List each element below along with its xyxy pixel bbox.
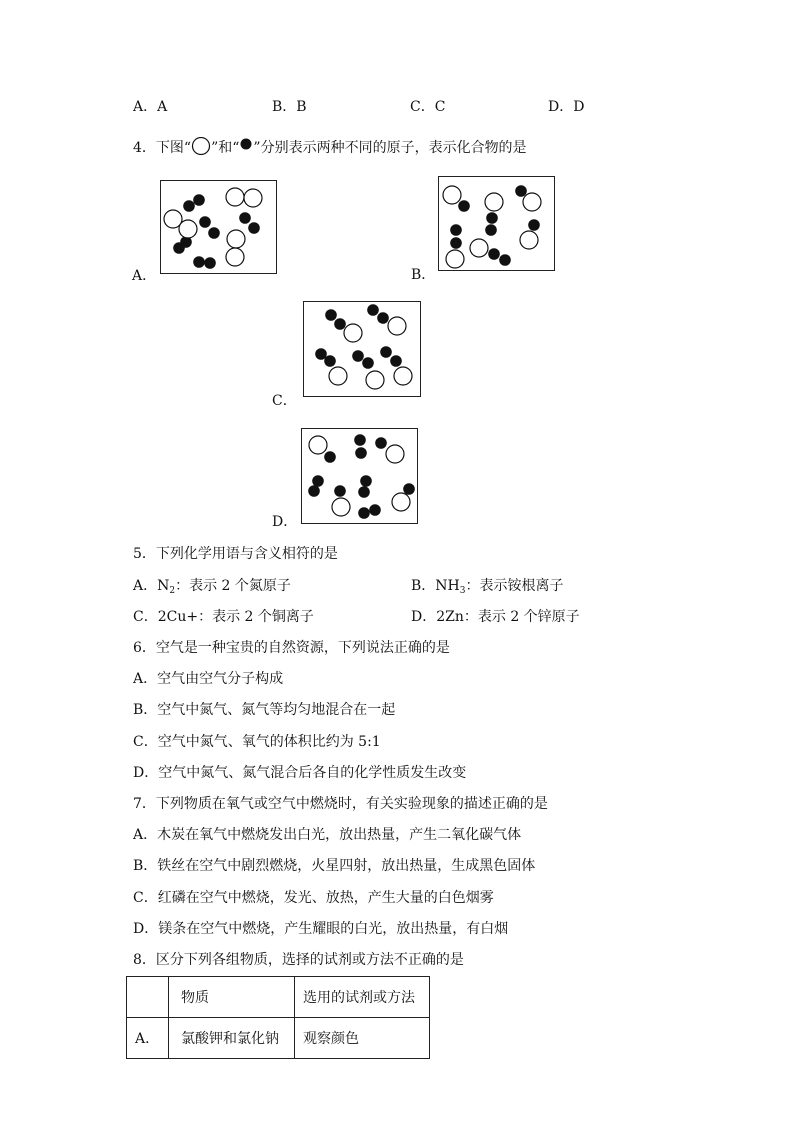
q6-option-b: B．空气中氮气、氮气等均匀地混合在一起 (133, 702, 396, 718)
q6-option-c: C．空气中氮气、氧气的体积比约为 5:1 (133, 734, 381, 750)
q3-option-a: A．A (133, 99, 168, 115)
q3-option-b: B．B (272, 99, 307, 115)
q5-b-subscript: 3 (459, 586, 466, 596)
q3-option-c: C．C (410, 99, 446, 115)
table-header-cell: 选用的试剂或方法 (295, 977, 430, 1018)
q3-option-d: D．D (548, 99, 585, 115)
q4-diagram-b (438, 176, 555, 271)
q5-a-meaning: ：表示 2 个氮原子 (175, 578, 291, 594)
q4-label-b: B． (411, 267, 436, 283)
q4-stem-prefix: 4．下图“ (133, 140, 192, 156)
q5-option-a (133, 577, 291, 600)
q8-table (126, 976, 430, 1059)
q7-stem: 7．下列物质在氧气或空气中燃烧时，有关实验现象的描述正确的是 (133, 796, 548, 812)
q7-option-d: D．镁条在空气中燃烧，产生耀眼的白光，放出热量，有白烟 (133, 921, 509, 937)
q5-option-d: D．2Zn：表示 2 个锌原子 (411, 609, 580, 625)
q4-diagram-c (303, 301, 421, 397)
q5-option-b (411, 577, 563, 600)
table-header-cell: 物质 (169, 977, 295, 1018)
q4-label-c: C． (272, 393, 297, 409)
q7-option-c: C．红磷在空气中燃烧，发光、放热，产生大量的白色烟雾 (133, 890, 494, 906)
q6-option-d: D．空气中氮气、氮气混合后各自的化学性质发生改变 (133, 765, 467, 781)
q4-stem-suffix: ”分别表示两种不同的原子，表示化合物的是 (253, 140, 527, 156)
q6-option-a: A．空气由空气分子构成 (133, 671, 284, 687)
q6-stem: 6．空气是一种宝贵的自然资源，下列说法正确的是 (133, 640, 450, 656)
q4-diagram-a (160, 180, 277, 274)
q4-stem-mid: ”和“ (211, 140, 240, 156)
table-row (127, 1018, 430, 1059)
table-header-cell (127, 977, 169, 1018)
filled-circle-icon (239, 137, 253, 155)
open-circle-icon (191, 137, 211, 155)
table-header-row (127, 977, 430, 1018)
q8-stem: 8．区分下列各组物质，选择的试剂或方法不正确的是 (133, 952, 464, 968)
q4-diagram-d (301, 428, 418, 524)
q5-b-meaning: ：表示铵根离子 (465, 578, 564, 594)
table-cell: A． (127, 1018, 169, 1059)
q5-a-subscript: 2 (169, 586, 176, 596)
table-cell: 观察颜色 (295, 1018, 430, 1059)
q4-stem (133, 137, 527, 157)
q7-option-a: A．木炭在氧气中燃烧发出白光，放出热量，产生二氧化碳气体 (133, 827, 522, 843)
q5-option-c: C．2Cu+：表示 2 个铜离子 (133, 609, 314, 625)
q7-option-b: B．铁丝在空气中剧烈燃烧，火星四射，放出热量，生成黑色固体 (133, 858, 536, 874)
table-cell: 氯酸钾和氯化钠 (169, 1018, 295, 1059)
q5-a-formula: A．N (133, 578, 170, 594)
q5-b-formula: B．NH (411, 578, 460, 594)
q4-label-a: A． (132, 268, 157, 284)
q5-stem: 5．下列化学用语与含义相符的是 (133, 546, 338, 562)
q4-label-d: D． (272, 514, 298, 530)
